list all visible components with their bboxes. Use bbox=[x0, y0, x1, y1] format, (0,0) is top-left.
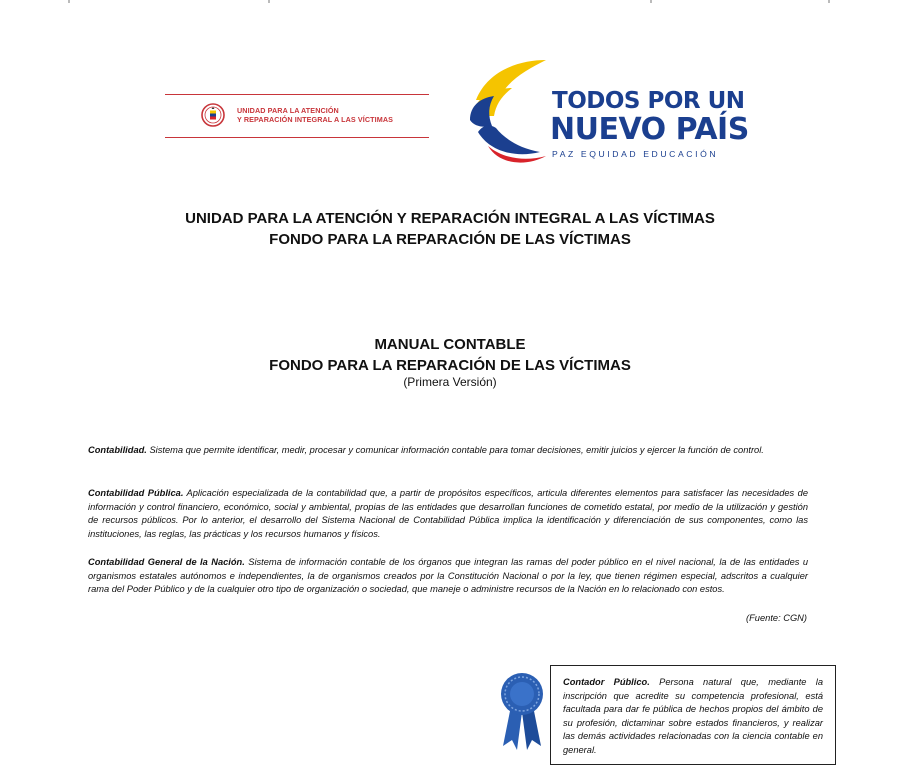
box-text: Persona natural que, mediante la inscripción que acredite su competencia profesional, está facultada para dar fe pública de hechos propios del ámbito de su profesión, dictaminar sobre estados financieros, y realizar las demás actividades relacionadas con la ciencia contable en general. bbox=[563, 677, 823, 755]
todos-logo-line1: TODOS POR UN bbox=[552, 88, 745, 114]
todos-logo-line2: NUEVO PAÍS bbox=[550, 112, 749, 147]
entity-title-line2: FONDO PARA LA REPARACIÓN DE LAS VÍCTIMAS bbox=[269, 231, 631, 248]
manual-title bbox=[0, 334, 900, 376]
entity-title-line1: UNIDAD PARA LA ATENCIÓN Y REPARACIÓN INTEGRAL A LAS VÍCTIMAS bbox=[185, 210, 715, 227]
unidad-victimas-logo bbox=[165, 94, 429, 138]
definition-text: Sistema de información contable de los órganos que integran las ramas del poder público en el nivel nacional, la de las entidades u organismos estatales autónomos e independientes, la de organismos creados por la Constitución Nacional o por la ley, que tienen régimen especial, adscritos a cualquier rama del Poder Público y de la cualquier otro tipo de organización o sociedad, que maneje o administre recursos de la Nación en lo relacionado con estos. bbox=[88, 557, 808, 595]
definition-term: Contabilidad. bbox=[88, 445, 147, 455]
definition-text: Sistema que permite identificar, medir, procesar y comunicar información contable para tomar decisiones, emitir juicios y ejercer la función de control. bbox=[146, 445, 764, 455]
definition-term: Contabilidad Pública. bbox=[88, 488, 184, 498]
colombia-coat-of-arms-icon bbox=[201, 103, 225, 127]
definition-term: Contabilidad General de la Nación. bbox=[88, 557, 245, 567]
definition-contabilidad-publica bbox=[88, 487, 808, 542]
definition-text: Aplicación especializada de la contabilidad que, a partir de propósitos específicos, articula diferentes elementos para satisfacer las necesidades de información y control financiero, económico, social y ambiental, propias de las entidades que desarrollan funciones de cometido estatal, por medio de la utilización y gestión de recursos públicos. Por lo anterior, el desarrollo del Sistema Nacional de Contabilidad Pública implica la identificación y diferenciación de sus componentes, como las instituciones, las reglas, las prácticas y los recursos humanos y físicos. bbox=[88, 488, 808, 540]
box-term: Contador Público. bbox=[563, 677, 650, 687]
unidad-logo-line1: UNIDAD PARA LA ATENCIÓN bbox=[237, 106, 339, 115]
contador-publico-box bbox=[550, 665, 836, 765]
entity-title bbox=[0, 208, 900, 250]
award-ribbon-icon bbox=[497, 670, 547, 750]
unidad-logo-line2: Y REPARACIÓN INTEGRAL A LAS VÍCTIMAS bbox=[237, 115, 394, 124]
page-top-edge bbox=[0, 0, 900, 4]
tricolor-swoosh-icon bbox=[468, 58, 550, 166]
source-citation: (Fuente: CGN) bbox=[746, 613, 807, 623]
definition-contabilidad bbox=[88, 444, 808, 458]
manual-title-line2: FONDO PARA LA REPARACIÓN DE LAS VÍCTIMAS bbox=[269, 357, 631, 374]
manual-title-line1: MANUAL CONTABLE bbox=[374, 336, 526, 353]
definition-contabilidad-general bbox=[88, 556, 808, 597]
version-subtitle: (Primera Versión) bbox=[403, 375, 497, 389]
todos-por-un-nuevo-pais-logo bbox=[468, 58, 748, 168]
todos-logo-tagline: PAZ EQUIDAD EDUCACIÓN bbox=[552, 149, 719, 159]
